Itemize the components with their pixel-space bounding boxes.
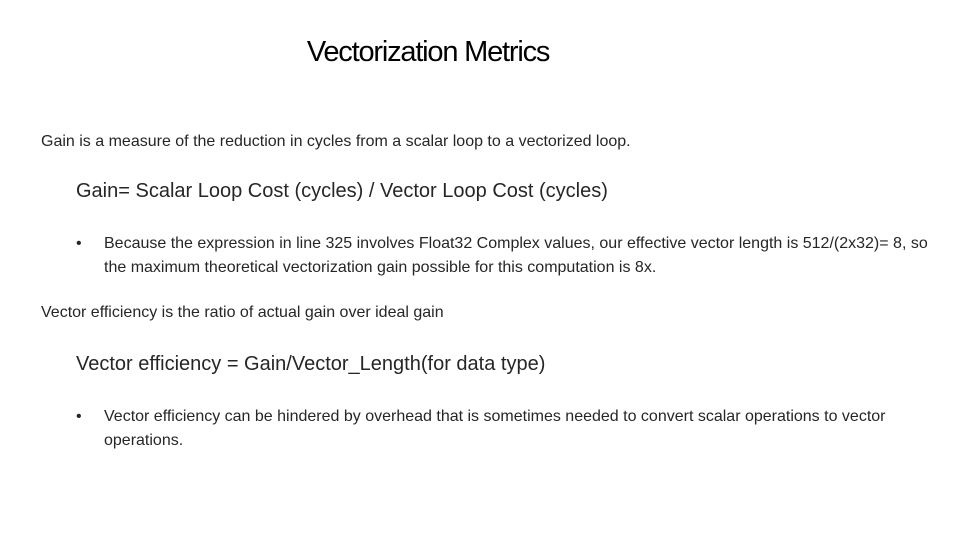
bullet-icon: • <box>76 408 82 425</box>
efficiency-bullet-text: Vector efficiency can be hindered by overhead that is sometimes needed to convert scalar operations to vector operations. <box>104 408 886 449</box>
efficiency-description: Vector efficiency is the ratio of actual gain over ideal gain <box>41 304 444 321</box>
gain-bullet-text: Because the expression in line 325 involves Float32 Complex values, our effective vector length is 512/(2x32)= 8, so the maximum theoretical vectorization gain possible for this computation is 8x. <box>104 235 928 276</box>
gain-description: Gain is a measure of the reduction in cycles from a scalar loop to a vectorized loop. <box>41 133 631 150</box>
slide-title: Vectorization Metrics <box>306 36 550 68</box>
efficiency-bullet <box>76 405 946 453</box>
gain-bullet <box>76 232 936 280</box>
gain-formula: Gain= Scalar Loop Cost (cycles) / Vector Loop Cost (cycles) <box>76 180 608 202</box>
bullet-icon: • <box>76 235 82 252</box>
efficiency-formula: Vector efficiency = Gain/Vector_Length(for data type) <box>76 353 546 375</box>
